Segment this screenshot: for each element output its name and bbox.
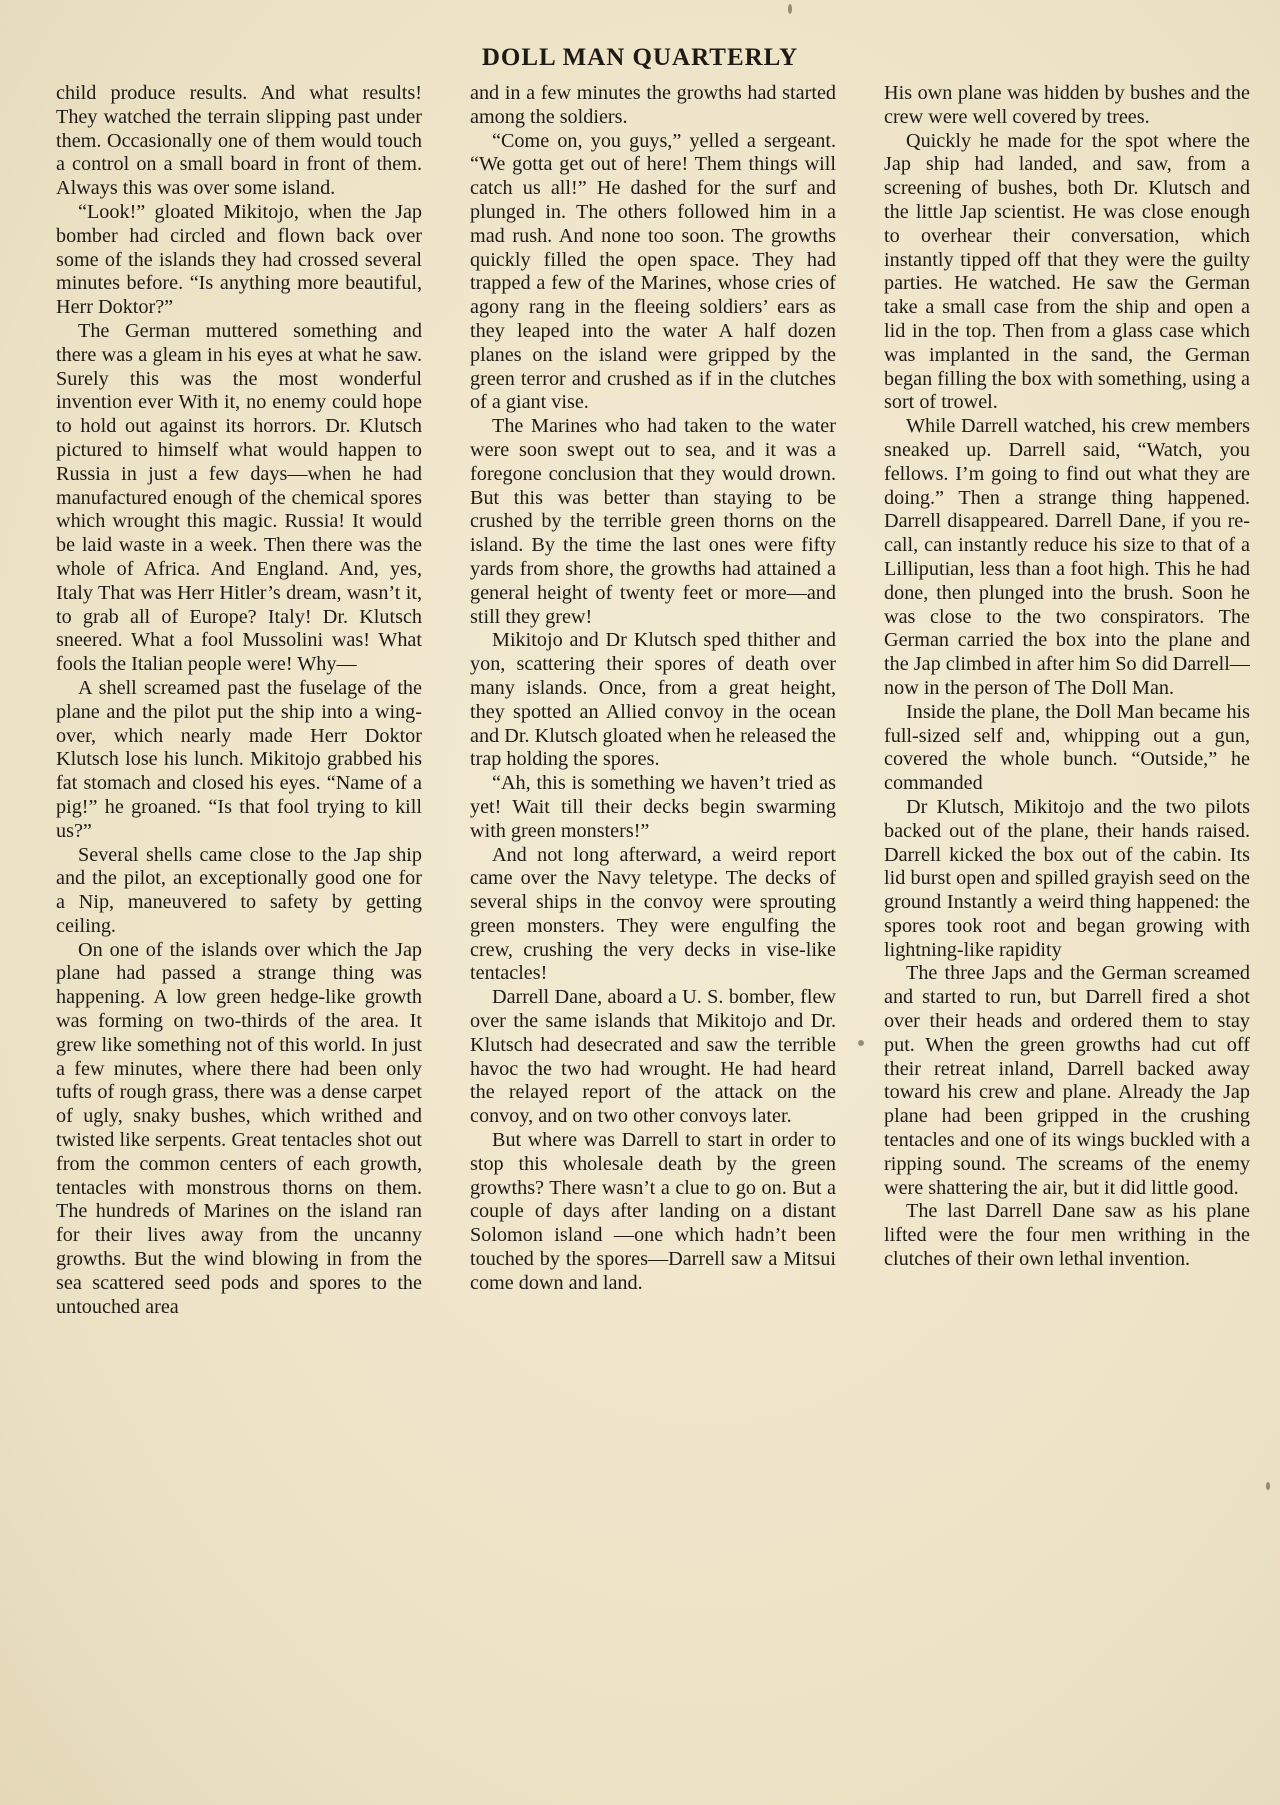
paragraph: and in a few minutes the growths had started among the soldiers.: [470, 82, 836, 128]
paragraph: “Come on, you guys,” yelled a sergeant. “We gotta get out of here! Them things will catch us all!” He dashed for the surf and plunged in. The others followed him in a mad rush. And none too soon. The growths quickly filled the open space. They had trapped a few of the Marines, whose cries of agony rang in the fleeing soldiers’ ears as they leaped into the water A half dozen planes on the island were gripped by the green terror and crushed as if in the clutches of a giant vise.: [470, 129, 836, 414]
paragraph: Darrell Dane, aboard a U. S. bomber, flew over the same islands that Mikitojo and Dr. Klutsch had desecrated and saw the terrible havoc the two had wrought. He had heard the relayed report of the attack on the convoy, and on two other convoys later.: [470, 986, 836, 1128]
paragraph: And not long afterward, a weird report came over the Navy teletype. The decks of several ships in the convoy were sprouting green monsters. They were engulfing the crew, crushing the very decks in vise-like tentacles!: [470, 843, 836, 985]
paragraph: The three Japs and the German screamed and started to run, but Darrell fired a shot over their heads and ordered them to stay put. When the green growths had cut off their retreat inland, Darrell backed away toward his crew and plane. Already the Jap plane had been gripped in the crushing tentacles and one of its wings buckled with a ripping sound. The screams of the enemy were shattering the air, but it did little good.: [884, 962, 1250, 1199]
paragraph: Inside the plane, the Doll Man became his full-sized self and, whipping out a gun, covered the whole bunch. “Outside,” he commanded: [884, 700, 1250, 795]
paragraph: But where was Darrell to start in order to stop this wholesale death by the green growths? There wasn’t a clue to go on. But a couple of days after landing on a distant Solomon island —one which hadn’t been touched by the spores—Darrell saw a Mitsui come down and land.: [470, 1129, 836, 1294]
paragraph: Several shells came close to the Jap ship and the pilot, an exceptionally good one for a Nip, maneuvered to safety by getting ceiling.: [56, 843, 422, 937]
paragraph: child produce results. And what results! They watched the terrain slipping past under them. Occasionally one of them would touch a control on a small board in front of them. Always this was over some island.: [56, 82, 422, 200]
text-column-2: [470, 82, 836, 1752]
paragraph: The German muttered something and there was a gleam in his eyes at what he saw. Surely this was the most wonderful invention ever With it, no enemy could hope to hold out against its horrors. Dr. Klutsch pictured to himself what would happen to Russia in just a few days—when he had manufactured enough of the chemical spores which wrought this magic. Russia! It would be laid waste in a week. Then there was the whole of Africa. And England. And, yes, Italy That was Herr Hitler’s dream, wasn’t it, to grab all of Europe? Italy! Dr. Klutsch sneered. What a fool Mussolini was! What fools the Italian people were! Why—: [56, 319, 422, 676]
paragraph: The last Darrell Dane saw as his plane lifted were the four men writhing in the clutches of their own lethal invention.: [884, 1200, 1250, 1271]
running-head: DOLL MAN QUARTERLY: [481, 44, 799, 71]
print-speck: [788, 4, 792, 14]
paragraph: Mikitojo and Dr Klutsch sped thither and yon, scattering their spores of death over many islands. Once, from a great height, they spotted an Allied convoy in the ocean and Dr. Klutsch gloated when he released the trap holding the spores.: [470, 629, 836, 771]
paragraph: Quickly he made for the spot where the Jap ship had landed, and saw, from a screening of bushes, both Dr. Klutsch and the little Jap scientist. He was close enough to overhear their conversation, which instantly tipped off that they were the guilty parties. He watched. He saw the German take a small case from the ship and open a lid in the top. Then from a glass case which was implanted in the sand, the German began filling the box with something, using a sort of trowel.: [884, 129, 1250, 414]
paragraph: While Darrell watched, his crew members sneaked up. Darrell said, “Watch, you fellows. I’m going to find out what they are doing.” Then a strange thing happened. Darrell disappeared. Darrell Dane, if you recall, can instantly reduce his size to that of a Lilliputian, less than a foot high. This he had done, then plunged into the brush. Soon he was close to the two conspirators. The German carried the box into the plane and the Jap climbed in after him So did Darrell—now in the person of The Doll Man.: [884, 415, 1250, 699]
paragraph: Dr Klutsch, Mikitojo and the two pilots backed out of the plane, their hands raised. Darrell kicked the box out of the cabin. Its lid burst open and spilled grayish seed on the ground Instantly a weird thing happened: the spores took root and began growing with lightning-like rapidity: [884, 795, 1250, 961]
paragraph: A shell screamed past the fuselage of the plane and the pilot put the ship into a wingover, which nearly made Herr Doktor Klutsch lose his lunch. Mikitojo grabbed his fat stomach and closed his eyes. “Name of a pig!” he groaned. “Is that fool trying to kill us?”: [56, 676, 422, 842]
paragraph: “Ah, this is something we haven’t tried as yet! Wait till their decks begin swarming with green monsters!”: [470, 772, 836, 842]
text-column-3: [884, 82, 1250, 1752]
text-column-1: [56, 82, 422, 1752]
print-speck: [858, 1040, 864, 1046]
paragraph: The Marines who had taken to the water were soon swept out to sea, and it was a foregone conclusion that they would drown. But this was better than staying to be crushed by the terrible green thorns on the island. By the time the last ones were fifty yards from shore, the growths had attained a general height of twenty feet or more—and still they grew!: [470, 415, 836, 628]
print-speck: [1266, 1482, 1270, 1490]
paragraph: His own plane was hidden by bushes and the crew were well covered by trees.: [884, 82, 1250, 128]
paragraph: “Look!” gloated Mikitojo, when the Jap bomber had circled and flown back over some of the islands they had crossed several minutes before. “Is anything more beautiful, Herr Doktor?”: [56, 200, 422, 319]
paragraph: On one of the islands over which the Jap plane had passed a strange thing was happening. A low green hedge-like growth was forming on two-thirds of the area. It grew like something not of this world. In just a few minutes, where there had been only tufts of rough grass, there was a dense carpet of ugly, snaky bushes, which writhed and twisted like serpents. Great tentacles shot out from the common centers of each growth, tentacles with monstrous thorns on them. The hundreds of Marines on the island ran for their lives away from the uncanny growths. But the wind blowing in from the sea scattered seed pods and spores to the untouched area: [56, 938, 422, 1318]
